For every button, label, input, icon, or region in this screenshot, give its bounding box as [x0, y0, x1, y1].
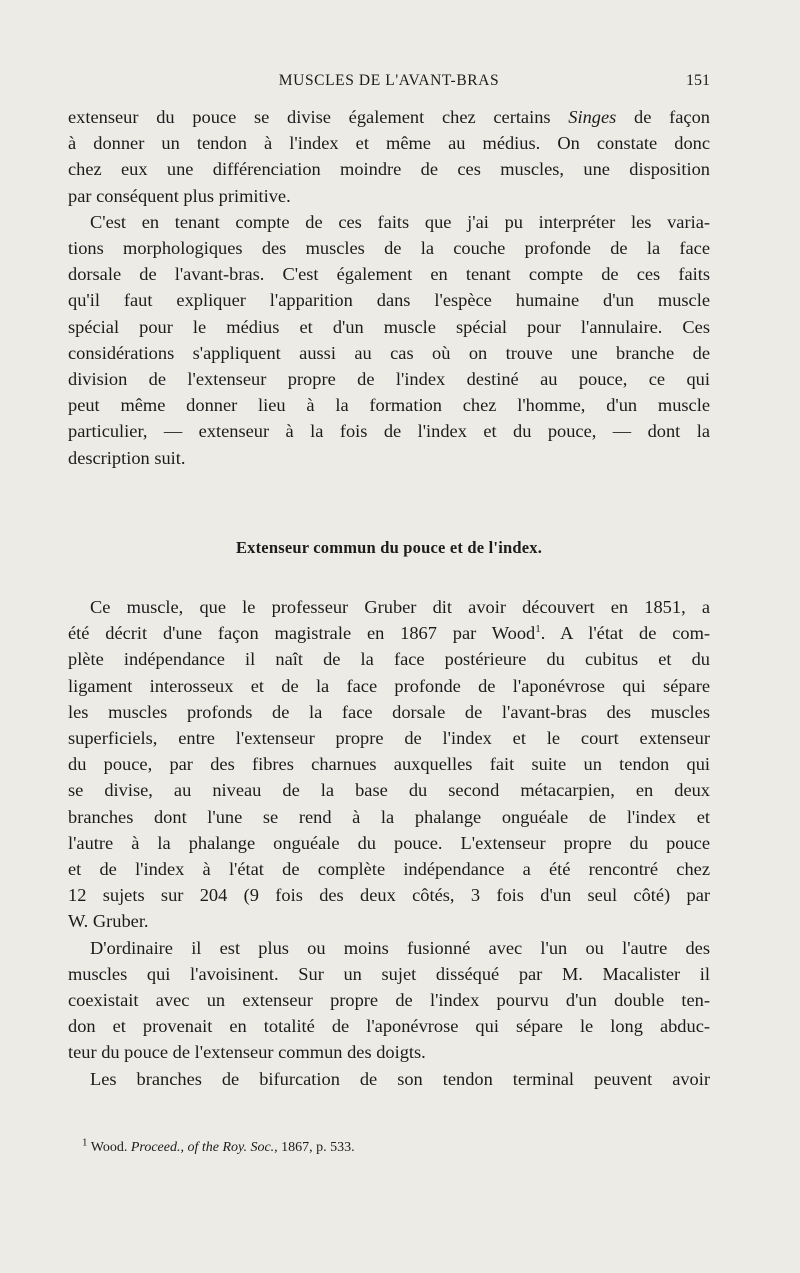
text-line: particulier, — extenseur à la fois de l'index et du pouce, — dont la [68, 421, 710, 442]
text-line: par conséquent plus primitive. [68, 185, 291, 206]
text-line: spécial pour le médius et d'un muscle spécial pour l'annulaire. Ces [68, 316, 710, 337]
section-heading: Extenseur commun du pouce et de l'index. [235, 538, 543, 557]
text-line: du pouce, par des fibres charnues auxquelles fait suite un tendon qui [68, 754, 710, 775]
text-line: C'est en tenant compte de ces faits que j'ai pu interpréter les varia- [90, 211, 710, 232]
text-line: 12 sujets sur 204 (9 fois des deux côtés, 3 fois d'un seul côté) par [68, 885, 710, 906]
text-line: muscles qui l'avoisinent. Sur un sujet disséqué par M. Macalister il [68, 963, 710, 984]
text-line: extenseur du pouce se divise également chez certains Singes de façon [68, 107, 710, 127]
text-line: l'autre à la phalange onguéale du pouce. L'extenseur propre du pouce [68, 832, 710, 853]
footnote-details: , 1867, p. 533. [274, 1140, 355, 1155]
running-title: MUSCLES DE L'AVANT-BRAS [278, 72, 500, 89]
text-line: teur du pouce de l'extenseur commun des doigts. [68, 1042, 426, 1063]
text-line: don et provenait en totalité de l'aponévrose qui sépare le long abduc- [68, 1016, 710, 1037]
footnote-author: Wood. [90, 1140, 128, 1155]
text-line: description suit. [68, 447, 186, 468]
text-line: division de l'extenseur propre de l'index destiné au pouce, ce qui [68, 369, 710, 390]
text-line: été décrit d'une façon magistrale en 1867 par Wood$^1$. A l'état de com- [68, 623, 711, 644]
page-number: 151 [686, 72, 710, 89]
footnote [82, 1136, 355, 1156]
text-line: se divise, au niveau de la base du second métacarpien, en deux [68, 780, 710, 801]
italic-term: Singes [568, 107, 617, 127]
text-line: qu'il faut expliquer l'apparition dans l'espèce humaine d'un muscle [68, 290, 710, 311]
text-line: Ce muscle, que le professeur Gruber dit avoir découvert en 1851, a [90, 597, 710, 617]
footnote-reference[interactable]: 1 [535, 623, 541, 636]
footnote-journal: Proceed., of the Roy. Soc. [130, 1140, 275, 1155]
text-line: considérations s'appliquent aussi au cas où on trouve une branche de [68, 342, 710, 363]
text-line: dorsale de l'avant-bras. C'est également en tenant compte de ces faits [68, 264, 710, 285]
text-line: branches dont l'une se rend à la phalange onguéale de l'index et [68, 806, 710, 827]
body-text-upper [68, 104, 710, 471]
text-line: ligament interosseux et de la face profonde de l'aponévrose qui sépare [68, 675, 710, 696]
text-line: W. Gruber. [68, 911, 149, 932]
text-line: plète indépendance il naît de la face postérieure du cubitus et du [68, 649, 710, 670]
text-line: Les branches de bifurcation de son tendon terminal peuvent avoir [90, 1068, 710, 1089]
text-line: les muscles profonds de la face dorsale de l'avant-bras des muscles [68, 701, 710, 722]
text-line: superficiels, entre l'extenseur propre de l'index et le court extenseur [68, 728, 710, 749]
text-line: D'ordinaire il est plus ou moins fusionné avec l'un ou l'autre des [90, 937, 710, 958]
text-line: tions morphologiques des muscles de la couche profonde de la face [68, 238, 710, 259]
text-line: chez eux une différenciation moindre de ces muscles, une disposition [68, 159, 710, 180]
text-line: coexistait avec un extenseur propre de l'index pourvu d'un double ten- [68, 990, 710, 1011]
text-line: peut même donner lieu à la formation chez l'homme, d'un muscle [68, 395, 710, 416]
text-line: à donner un tendon à l'index et même au médius. On constate donc [68, 133, 710, 154]
page-header [68, 72, 710, 98]
footnote-marker: 1 [82, 1136, 88, 1149]
text-line: et de l'index à l'état de complète indépendance a été rencontré chez [68, 859, 710, 880]
body-text-lower [68, 594, 710, 1092]
